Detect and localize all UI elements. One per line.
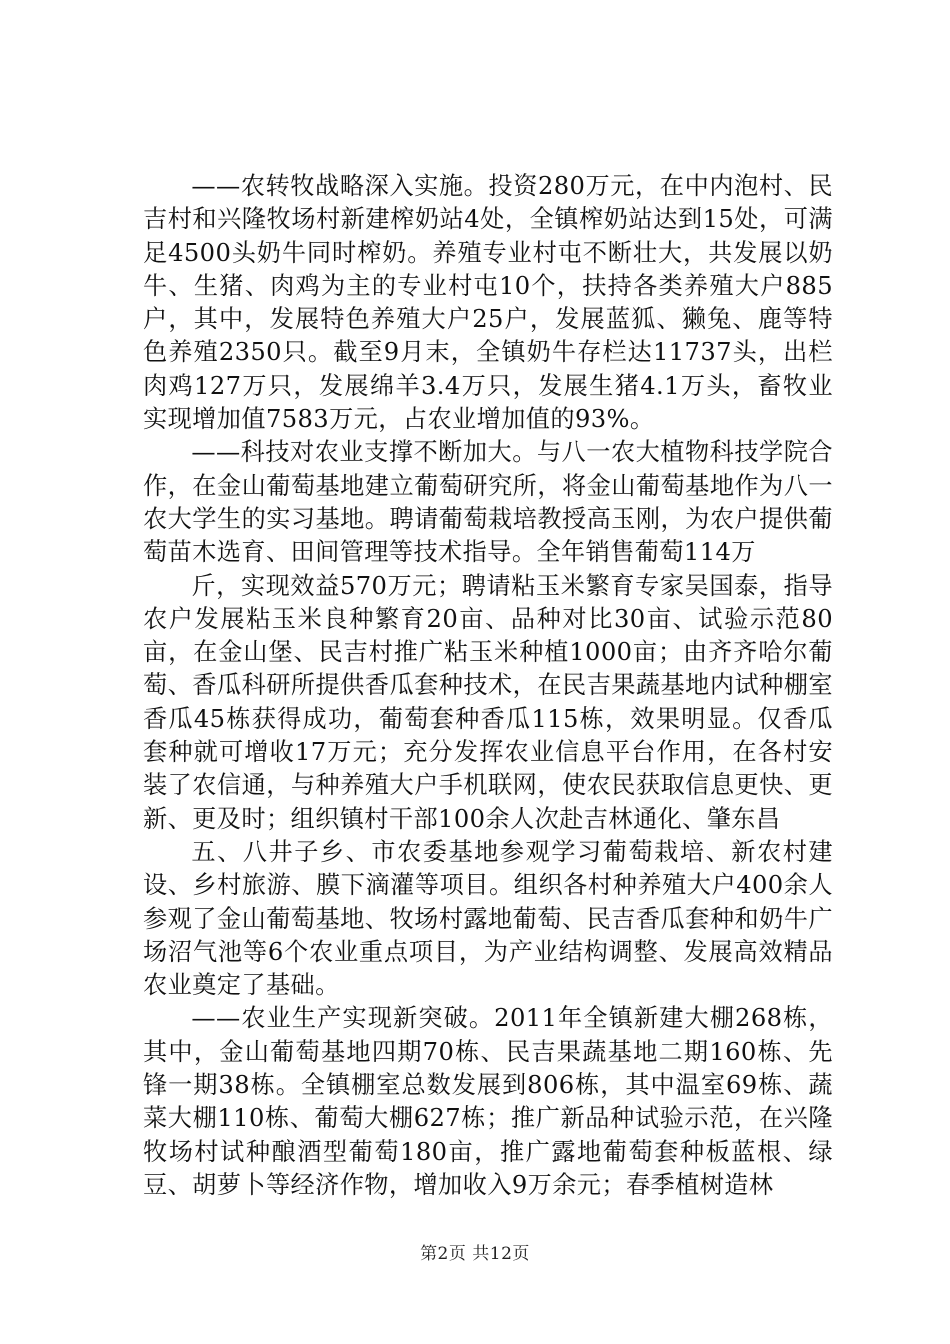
paragraph-livestock-strategy: ——农转牧战略深入实施。投资280万元，在中内泡村、民吉村和兴隆牧场村新建榨奶站4处，全镇榨奶站达到15处，可满足4500头奶牛同时榨奶。养殖专业村屯不断壮大，共发展以奶牛、生猪、肉鸡为主的专业村屯10个，扶持各类养殖大户885户，其中，发展特色养殖大户25户，发展蓝狐、獭兔、鹿等特色养殖2350只。截至9月末，全镇奶牛存栏达11737头，出栏肉鸡127万只，发展绵羊3.4万只，发展生猪4.1万头，畜牧业实现增加值7583万元，占农业增加值的93%。 <box>143 172 833 434</box>
page-number-footer: 第2页 共12页 <box>420 1244 530 1264</box>
paragraph-study-visits: 五、八井子乡、市农委基地参观学习葡萄栽培、新农村建设、乡村旅游、膜下滴灌等项目。组织各村种养殖大户400余人参观了金山葡萄基地、牧场村露地葡萄、民吉香瓜套种和奶牛广场沼气池等6个农业重点项目，为产业结构调整、发展高效精品农业奠定了基础。 <box>143 837 833 1000</box>
paragraph-tech-support-continued: 斤，实现效益570万元；聘请粘玉米繁育专家吴国泰，指导农户发展粘玉米良种繁育20亩、品种对比30亩、试验示范80亩，在金山堡、民吉村推广粘玉米种植1000亩；由齐齐哈尔葡萄、香瓜科研所提供香瓜套种技术，在民吉果蔬基地内试种棚室香瓜45栋获得成功，葡萄套种香瓜115栋，效果明显。仅香瓜套种就可增收17万元；充分发挥农业信息平台作用，在各村安装了农信通，与种养殖大户手机联网，使农民获取信息更快、更新、更及时；组织镇村干部100余人次赴吉林通化、肇东昌 <box>143 571 833 833</box>
body-text <box>143 170 833 1202</box>
paragraph-agri-production: ——农业生产实现新突破。2011年全镇新建大棚268栋，其中，金山葡萄基地四期70栋、民吉果蔬基地二期160栋、先锋一期38栋。全镇棚室总数发展到806栋，其中温室69栋、蔬菜大棚110栋、葡萄大棚627栋；推广新品种试验示范，在兴隆牧场村试种酿酒型葡萄180亩，推广露地葡萄套种板蓝根、绿豆、胡萝卜等经济作物，增加收入9万余元；春季植树造林 <box>143 1004 833 1199</box>
paragraph-tech-support: ——科技对农业支撑不断加大。与八一农大植物科技学院合作，在金山葡萄基地建立葡萄研究所，将金山葡萄基地作为八一农大学生的实习基地。聘请葡萄栽培教授高玉刚，为农户提供葡萄苗木选育、田间管理等技术指导。全年销售葡萄114万 <box>143 438 833 567</box>
